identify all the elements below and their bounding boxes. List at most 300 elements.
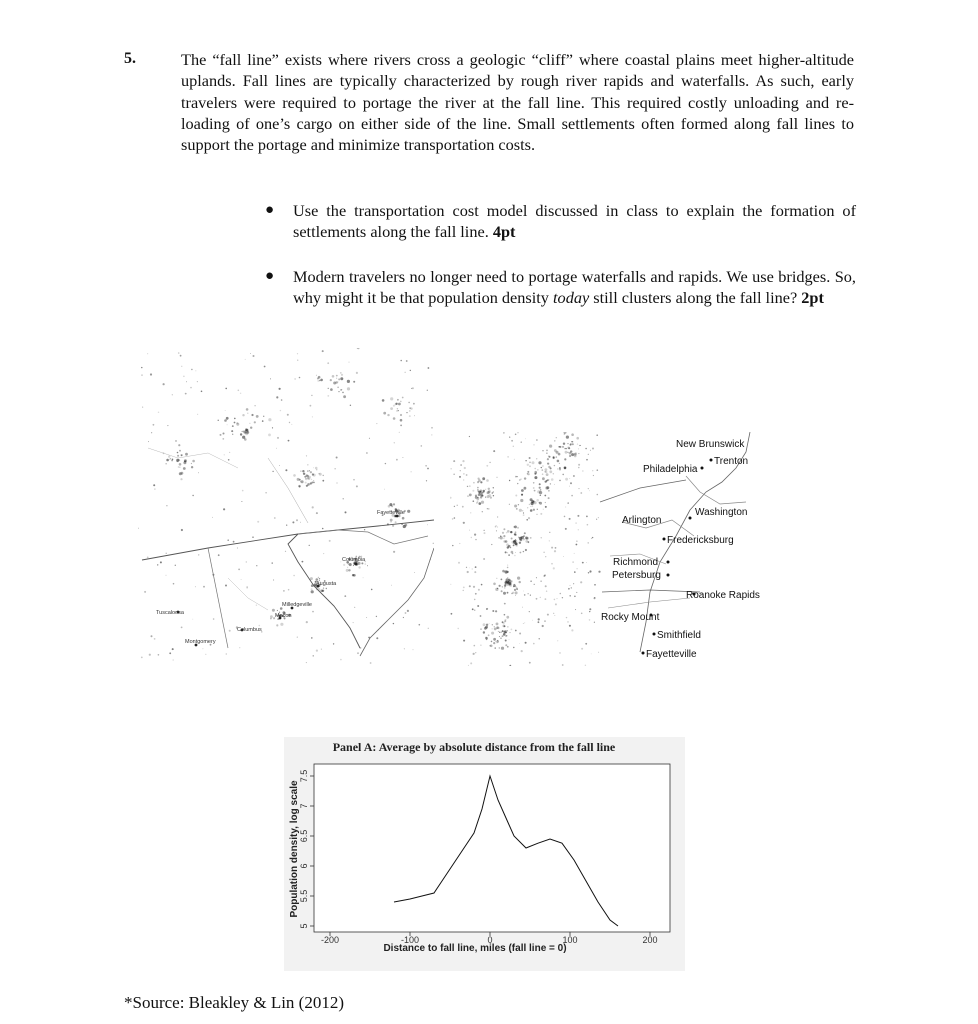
light-dot xyxy=(501,590,503,592)
light-dot xyxy=(246,408,249,411)
light-dot xyxy=(476,502,478,504)
light-dot xyxy=(534,473,536,475)
light-dot xyxy=(585,448,587,450)
light-dot xyxy=(567,502,569,504)
light-dot xyxy=(222,438,224,440)
light-dot xyxy=(323,553,324,554)
light-dot xyxy=(178,459,180,461)
light-dot xyxy=(545,506,547,508)
light-dot xyxy=(589,490,590,491)
light-dot xyxy=(285,469,287,471)
light-dot xyxy=(257,521,259,523)
light-dot xyxy=(579,488,580,489)
light-dot xyxy=(311,588,313,590)
light-dot xyxy=(421,445,423,447)
light-dot xyxy=(506,616,509,619)
light-dot xyxy=(354,607,355,608)
bullet-1-text: Use the transportation cost model discussed in class to explain the formation of settlements along the fall line. xyxy=(293,201,856,242)
river xyxy=(686,476,746,504)
light-dot xyxy=(192,460,195,463)
light-dot xyxy=(528,541,530,543)
light-dot xyxy=(529,504,530,505)
light-dot xyxy=(529,662,531,664)
light-dot xyxy=(493,495,494,496)
light-dot xyxy=(364,529,365,530)
light-dot xyxy=(353,622,354,623)
light-dot xyxy=(392,525,394,527)
light-dot xyxy=(482,480,483,481)
svg-text:Macon: Macon xyxy=(275,613,292,619)
light-dot xyxy=(521,494,523,496)
light-dot xyxy=(203,586,205,588)
light-dot xyxy=(467,486,468,487)
light-dot xyxy=(511,551,514,554)
light-dot xyxy=(327,395,329,397)
light-dot xyxy=(470,512,471,513)
light-dot xyxy=(466,474,468,476)
light-dot xyxy=(564,467,566,469)
light-dot xyxy=(286,525,287,526)
light-dot xyxy=(519,479,521,481)
light-dot xyxy=(483,558,485,560)
light-dot xyxy=(516,587,518,589)
light-dot xyxy=(530,595,531,596)
light-dot xyxy=(572,561,573,562)
light-dot xyxy=(497,517,498,518)
light-dot xyxy=(232,434,233,435)
light-dot xyxy=(477,497,479,499)
light-dot xyxy=(497,588,498,589)
light-dot xyxy=(388,505,391,508)
light-dot xyxy=(459,543,460,544)
light-dot xyxy=(316,469,317,470)
light-dot xyxy=(265,492,266,493)
southeast-fall-line-map xyxy=(138,348,434,664)
light-dot xyxy=(353,381,355,383)
light-dot xyxy=(223,508,225,510)
light-dot xyxy=(426,480,427,481)
light-dot xyxy=(393,551,395,553)
light-dot xyxy=(312,611,314,613)
light-dot xyxy=(395,403,397,405)
light-dot xyxy=(472,490,474,492)
light-dot xyxy=(391,505,393,507)
light-dot xyxy=(347,387,350,390)
light-dot xyxy=(592,470,593,471)
light-dot xyxy=(350,405,351,406)
light-dot xyxy=(564,433,565,434)
light-dot xyxy=(147,557,149,559)
light-dot xyxy=(580,492,582,494)
light-dot xyxy=(571,495,573,497)
light-dot xyxy=(179,467,180,468)
city-philadelphia xyxy=(643,464,704,475)
x-tick-label: -100 xyxy=(400,935,420,945)
light-dot xyxy=(533,482,535,484)
light-dot xyxy=(147,353,148,354)
light-dot xyxy=(469,485,471,487)
light-dot xyxy=(458,628,459,629)
light-dot xyxy=(515,630,517,632)
light-dot xyxy=(555,603,557,605)
light-dot xyxy=(343,564,345,566)
light-dot xyxy=(477,490,479,492)
light-dot xyxy=(505,540,508,543)
light-dot xyxy=(229,452,230,453)
light-dot xyxy=(560,593,562,595)
light-dot xyxy=(181,366,182,367)
light-dot xyxy=(549,532,550,533)
light-dot xyxy=(483,490,485,492)
light-dot xyxy=(472,608,474,610)
light-dot xyxy=(522,510,523,511)
light-dot xyxy=(335,468,336,469)
light-dot xyxy=(588,542,589,543)
light-dot xyxy=(484,530,485,531)
svg-text:Tuscaloosa: Tuscaloosa xyxy=(156,610,184,616)
light-dot xyxy=(332,375,335,378)
light-dot xyxy=(277,437,279,439)
light-dot xyxy=(183,467,186,470)
light-dot xyxy=(480,615,482,617)
light-dot xyxy=(498,537,500,539)
light-dot xyxy=(166,553,167,554)
light-dot xyxy=(387,414,389,416)
light-dot xyxy=(581,613,583,615)
bullet-icon: ● xyxy=(265,202,275,218)
light-dot xyxy=(517,577,520,580)
light-dot xyxy=(477,605,479,607)
light-dot xyxy=(523,591,524,592)
light-dot xyxy=(154,488,155,489)
light-dot xyxy=(509,480,510,481)
city-macon xyxy=(275,613,292,619)
light-dot xyxy=(511,629,513,631)
light-dot xyxy=(508,554,510,556)
light-dot xyxy=(469,530,470,531)
light-dot xyxy=(507,592,509,594)
light-dot xyxy=(218,420,219,421)
light-dot xyxy=(480,481,482,483)
light-dot xyxy=(553,567,555,569)
city-fredericksburg xyxy=(663,535,734,546)
light-dot xyxy=(218,554,220,556)
light-dot xyxy=(337,483,338,484)
river xyxy=(148,448,238,468)
city-richmond xyxy=(613,557,670,568)
light-dot xyxy=(247,587,248,588)
light-dot xyxy=(474,534,476,536)
light-dot xyxy=(483,631,485,633)
light-dot xyxy=(433,543,434,544)
light-dot xyxy=(382,399,385,402)
x-tick-label: 100 xyxy=(562,935,578,945)
light-dot xyxy=(545,556,546,557)
light-dot xyxy=(559,480,561,482)
light-dot xyxy=(197,381,198,382)
light-dot xyxy=(400,414,402,416)
light-dot xyxy=(306,455,307,456)
state-border xyxy=(208,548,228,648)
light-dot xyxy=(342,392,344,394)
light-dot xyxy=(213,618,215,620)
river xyxy=(268,458,308,523)
light-dot xyxy=(553,613,554,614)
light-dot xyxy=(365,563,367,565)
light-dot xyxy=(492,492,494,494)
light-dot xyxy=(530,509,533,512)
light-dot xyxy=(545,468,548,471)
light-dot xyxy=(502,586,503,587)
light-dot xyxy=(551,563,553,565)
light-dot xyxy=(431,434,432,435)
light-dot xyxy=(594,622,595,623)
city-fayetteville xyxy=(377,510,405,517)
question-number: 5. xyxy=(124,50,136,67)
light-dot xyxy=(177,452,179,454)
light-dot xyxy=(534,584,535,585)
light-dot xyxy=(337,387,339,389)
light-dot xyxy=(160,561,162,563)
light-dot xyxy=(487,495,490,498)
light-dot xyxy=(173,660,174,661)
light-dot xyxy=(521,650,523,652)
light-dot xyxy=(565,528,567,530)
light-dot xyxy=(356,372,358,374)
light-dot xyxy=(575,609,576,610)
light-dot xyxy=(272,471,273,472)
light-dot xyxy=(530,580,532,582)
light-dot xyxy=(483,623,486,626)
light-dot xyxy=(237,548,238,549)
light-dot xyxy=(507,567,509,569)
light-dot xyxy=(598,517,599,518)
light-dot xyxy=(310,482,312,484)
light-dot xyxy=(471,537,472,538)
light-dot xyxy=(158,654,160,656)
light-dot xyxy=(569,478,570,479)
light-dot xyxy=(316,650,318,652)
light-dot xyxy=(540,581,541,582)
light-dot xyxy=(545,598,547,600)
svg-text:Fayetteville: Fayetteville xyxy=(646,649,697,660)
light-dot xyxy=(205,654,206,655)
light-dot xyxy=(225,388,227,390)
light-dot xyxy=(499,636,500,637)
light-dot xyxy=(411,471,412,472)
light-dot xyxy=(226,417,229,420)
light-dot xyxy=(172,394,173,395)
light-dot xyxy=(141,657,143,659)
light-dot xyxy=(569,595,571,597)
light-dot xyxy=(514,589,516,591)
light-dot xyxy=(493,638,496,641)
light-dot xyxy=(541,537,542,538)
light-dot xyxy=(168,456,170,458)
svg-text:Milledgeville: Milledgeville xyxy=(282,602,312,608)
light-dot xyxy=(515,595,516,596)
light-dot xyxy=(539,487,541,489)
light-dot xyxy=(525,549,527,551)
light-dot xyxy=(518,504,519,505)
light-dot xyxy=(180,355,182,357)
light-dot xyxy=(539,638,540,639)
light-dot xyxy=(270,615,273,618)
light-dot xyxy=(390,519,393,522)
light-dot xyxy=(507,626,508,627)
light-dot xyxy=(551,478,554,481)
light-dot xyxy=(572,441,574,443)
light-dot xyxy=(566,617,567,618)
light-dot xyxy=(305,482,307,484)
light-dot xyxy=(396,410,397,411)
light-dot xyxy=(333,382,336,385)
light-dot xyxy=(529,611,530,612)
light-dot xyxy=(530,506,531,507)
light-dot xyxy=(538,621,540,623)
light-dot xyxy=(520,552,522,554)
light-dot xyxy=(256,565,257,566)
light-dot xyxy=(427,524,428,525)
light-dot xyxy=(554,550,556,552)
light-dot xyxy=(521,479,522,480)
light-dot xyxy=(326,588,327,589)
light-dot xyxy=(186,381,187,382)
bullet-2-text-after: still clusters along the fall line? xyxy=(593,287,798,307)
light-dot xyxy=(556,437,557,438)
light-dot xyxy=(341,374,343,376)
light-dot xyxy=(402,397,404,399)
light-dot xyxy=(179,450,181,452)
light-dot xyxy=(491,632,494,635)
light-dot xyxy=(486,639,487,640)
light-dot xyxy=(591,654,592,655)
light-dot xyxy=(567,452,568,453)
light-dot xyxy=(328,388,329,389)
light-dot xyxy=(310,471,312,473)
light-dot xyxy=(499,632,500,633)
light-dot xyxy=(527,464,529,466)
light-dot xyxy=(515,591,518,594)
light-dot xyxy=(568,588,570,590)
light-dot xyxy=(311,395,312,396)
light-dot xyxy=(520,538,523,541)
light-dot xyxy=(202,648,203,649)
light-dot xyxy=(285,551,286,552)
light-dot xyxy=(494,628,497,631)
light-dot xyxy=(151,432,152,433)
light-dot xyxy=(343,498,344,499)
city-columbus xyxy=(237,627,262,633)
light-dot xyxy=(464,467,466,469)
light-dot xyxy=(510,547,511,548)
light-dot xyxy=(554,599,556,601)
light-dot xyxy=(530,537,532,539)
light-dot xyxy=(498,631,499,632)
light-dot xyxy=(344,595,346,597)
light-dot xyxy=(452,518,454,520)
light-dot xyxy=(277,610,278,611)
light-dot xyxy=(555,547,557,549)
light-dot xyxy=(460,464,462,466)
light-dot xyxy=(347,380,350,383)
light-dot xyxy=(513,545,515,547)
light-dot xyxy=(183,461,186,464)
source-citation: *Source: Bleakley & Lin (2012) xyxy=(124,993,345,1012)
light-dot xyxy=(316,375,317,376)
light-dot xyxy=(532,500,535,503)
light-dot xyxy=(191,463,192,464)
light-dot xyxy=(346,569,349,572)
light-dot xyxy=(523,551,524,552)
light-dot xyxy=(534,468,536,470)
light-dot xyxy=(505,570,508,573)
light-dot xyxy=(509,639,510,640)
light-dot xyxy=(575,522,576,523)
svg-text:New Brunswick: New Brunswick xyxy=(676,439,745,450)
city-augusta xyxy=(316,581,337,587)
light-dot xyxy=(501,632,502,633)
light-dot xyxy=(408,402,409,403)
light-dot xyxy=(529,465,531,467)
light-dot xyxy=(239,647,240,648)
light-dot xyxy=(151,635,153,637)
light-dot xyxy=(486,624,488,626)
light-dot xyxy=(509,579,510,580)
light-dot xyxy=(564,458,566,460)
light-dot xyxy=(569,486,570,487)
light-dot xyxy=(153,484,155,486)
state-border xyxy=(142,520,434,560)
light-dot xyxy=(306,621,308,623)
light-dot xyxy=(191,466,193,468)
light-dot xyxy=(519,643,520,644)
light-dot xyxy=(469,568,470,569)
svg-text:Roanoke Rapids: Roanoke Rapids xyxy=(686,590,760,601)
light-dot xyxy=(578,453,579,454)
light-dot xyxy=(340,659,342,661)
light-dot xyxy=(312,416,313,417)
light-dot xyxy=(223,433,225,435)
svg-text:Fredericksburg: Fredericksburg xyxy=(667,535,734,546)
light-dot xyxy=(296,519,298,521)
light-dot xyxy=(502,622,504,624)
light-dot xyxy=(414,415,415,416)
light-dot xyxy=(547,614,549,616)
light-dot xyxy=(340,389,342,391)
light-dot xyxy=(317,378,319,380)
light-dot xyxy=(148,441,149,442)
light-dot xyxy=(589,608,591,610)
light-dot xyxy=(177,455,179,457)
light-dot xyxy=(523,623,524,624)
light-dot xyxy=(503,592,506,595)
light-dot xyxy=(563,556,564,557)
light-dot xyxy=(311,479,312,480)
light-dot xyxy=(524,477,526,479)
light-dot xyxy=(507,565,508,566)
light-dot xyxy=(377,423,378,424)
light-dot xyxy=(348,569,350,571)
light-dot xyxy=(536,598,538,600)
light-dot xyxy=(246,561,247,562)
x-tick-label: -200 xyxy=(320,935,340,945)
light-dot xyxy=(231,430,233,432)
light-dot xyxy=(247,431,250,434)
light-dot xyxy=(393,623,394,624)
light-dot xyxy=(336,375,338,377)
mid-atlantic-fall-line-map xyxy=(450,432,762,666)
